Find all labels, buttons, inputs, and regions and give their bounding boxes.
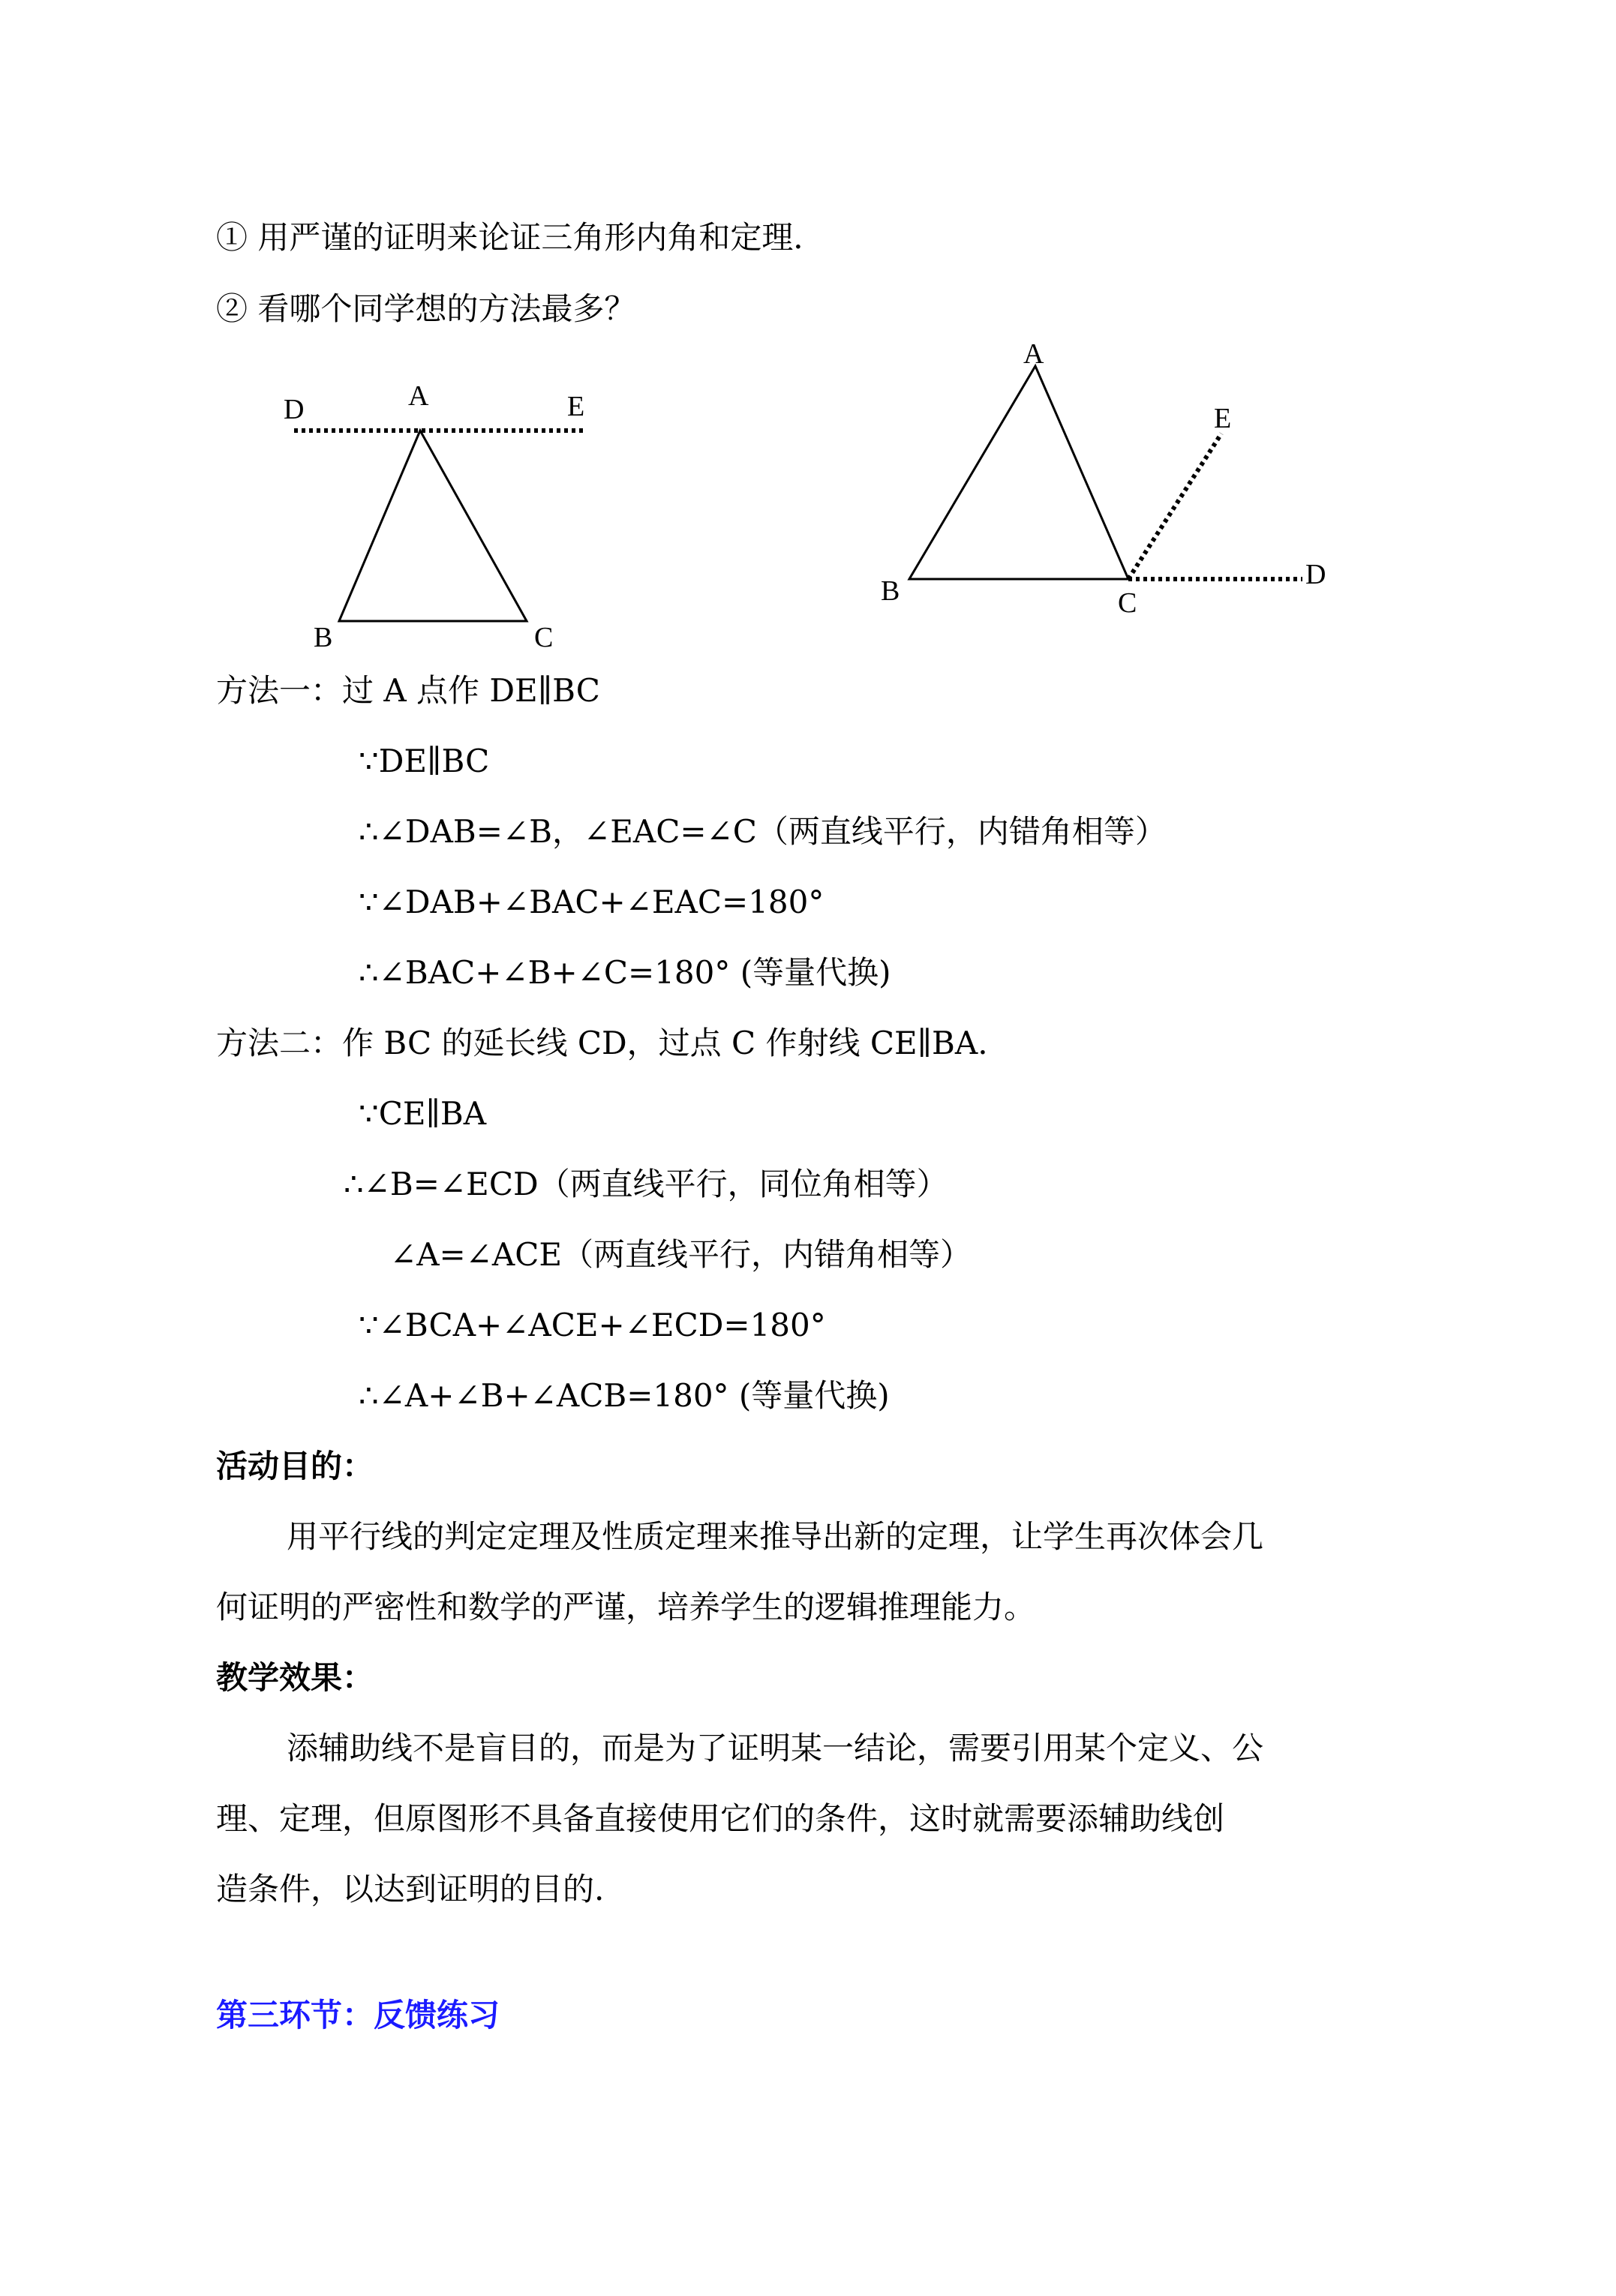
label-d: D [1305, 559, 1326, 590]
effect-heading: 教学效果： [216, 1659, 374, 1696]
method2-step-5: ∴∠A+∠B+∠ACB=180° (等量代换) [359, 1377, 890, 1414]
triangle-abc-2 [909, 366, 1128, 579]
label-e: E [1214, 403, 1232, 434]
method1-step-4: ∴∠BAC+∠B+∠C=180° (等量代换) [359, 954, 891, 991]
method1-heading: 方法一：过 A 点作 DE∥BC [216, 672, 600, 709]
intro-line-1: ① 用严谨的证明来论证三角形内角和定理． [216, 219, 825, 256]
method2-step-3: ∠A=∠ACE（两直线平行，内错角相等） [390, 1236, 972, 1273]
effect-line-3: 造条件，以达到证明的目的. [216, 1871, 605, 1907]
method2-step-1: ∵CE∥BA [359, 1095, 487, 1132]
label-a: A [1023, 338, 1044, 370]
label-e: E [567, 391, 585, 422]
label-a: A [408, 380, 429, 412]
purpose-heading: 活动目的： [216, 1448, 374, 1484]
ray-ce-dotted [1128, 434, 1221, 579]
effect-line-1: 添辅助线不是盲目的，而是为了证明某一结论，需要引用某个定义、公 [287, 1730, 1264, 1766]
intro-line-2: ② 看哪个同学想的方法最多？ [216, 290, 636, 327]
section-title: 第三环节：反馈练习 [216, 1997, 500, 2033]
effect-line-2: 理、定理，但原图形不具备直接使用它们的条件，这时就需要添辅助线创 [216, 1800, 1225, 1837]
method2-step-2: ∴∠B=∠ECD（两直线平行，同位角相等） [344, 1166, 948, 1202]
label-b: B [314, 622, 333, 653]
method2-heading: 方法二：作 BC 的延长线 CD，过点 C 作射线 CE∥BA. [216, 1025, 988, 1061]
method1-step-1: ∵DE∥BC [359, 743, 490, 779]
purpose-line-1: 用平行线的判定定理及性质定理来推导出新的定理，让学生再次体会几 [287, 1518, 1264, 1555]
label-d: D [284, 394, 305, 425]
method1-step-2: ∴∠DAB=∠B，∠EAC=∠C（两直线平行，内错角相等） [359, 813, 1167, 850]
label-c: C [1118, 587, 1137, 619]
purpose-line-2: 何证明的严密性和数学的严谨，培养学生的逻辑推理能力。 [216, 1589, 1036, 1625]
method1-step-3: ∵∠DAB+∠BAC+∠EAC=180° [359, 884, 825, 920]
method2-step-4: ∵∠BCA+∠ACE+∠ECD=180° [359, 1307, 826, 1343]
label-c: C [534, 622, 554, 653]
label-b: B [881, 575, 900, 607]
